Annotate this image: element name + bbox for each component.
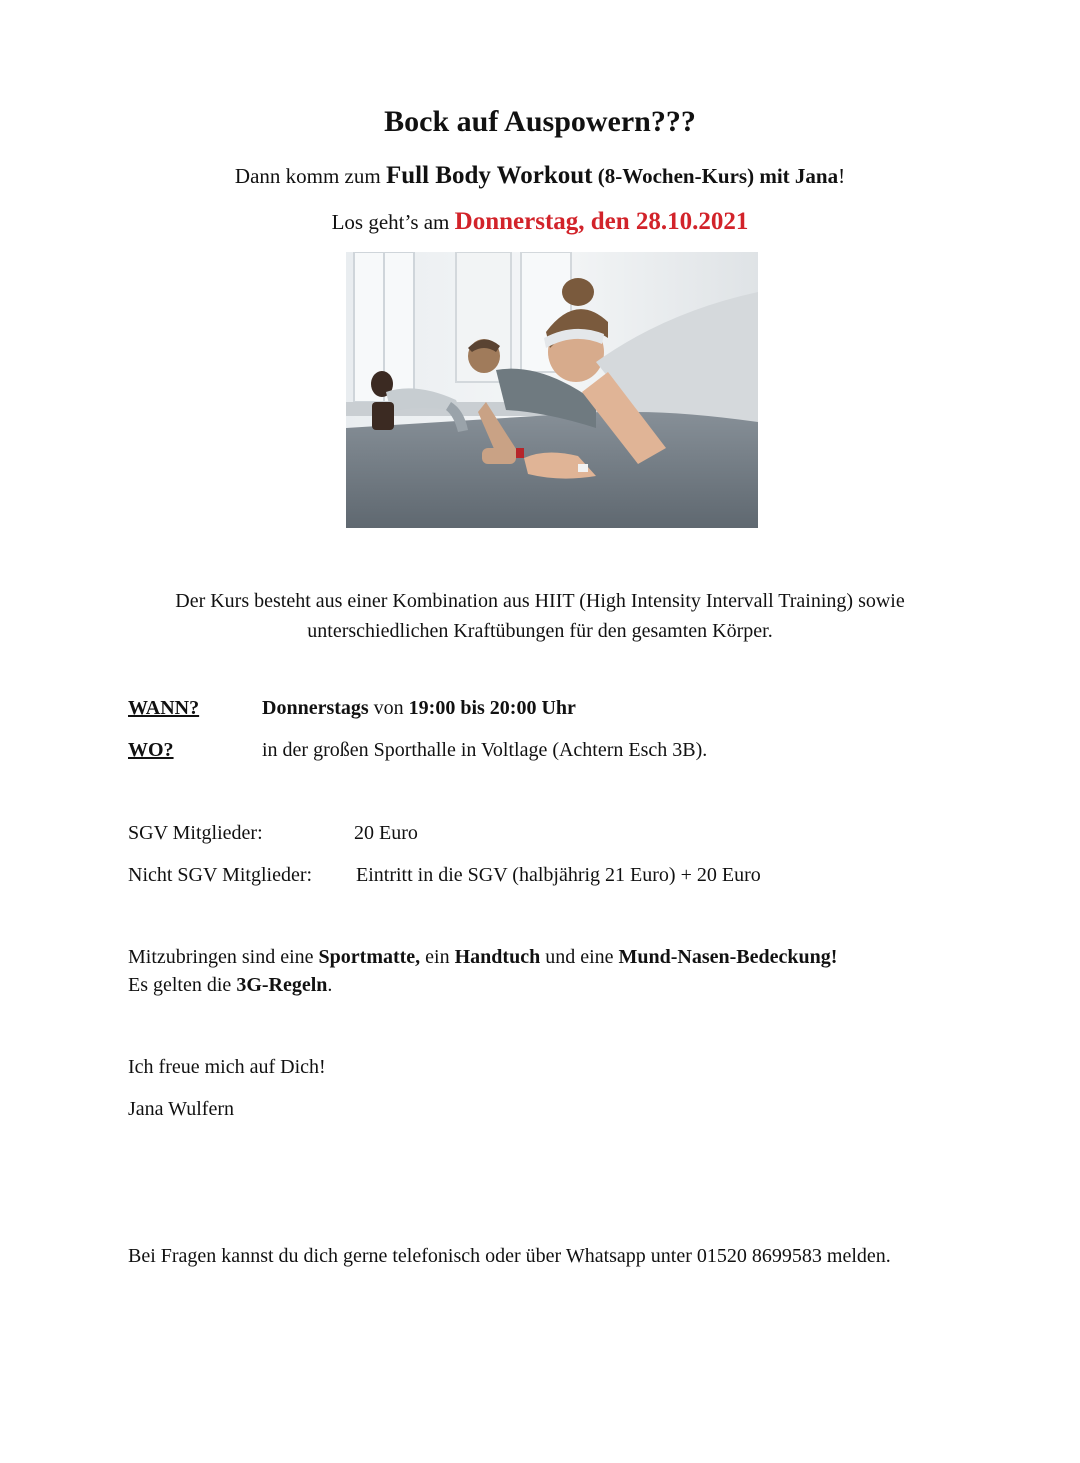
rules-pre: Es gelten die — [128, 974, 232, 996]
nonmembers-label: Nicht SGV Mitglieder: — [128, 864, 313, 886]
workout-photo-illustration — [346, 252, 758, 528]
when-time: 19:00 bis 20:00 Uhr — [408, 697, 576, 719]
when-label: WANN? — [128, 697, 200, 719]
rules-post: . — [327, 974, 333, 996]
intro-line — [0, 162, 1080, 190]
when-mid: von — [373, 697, 404, 719]
workout-photo — [346, 252, 758, 528]
start-line — [0, 208, 1080, 236]
description-line-1: Der Kurs besteht aus einer Kombination aus HIIT (High Intensity Intervall Training) sowie — [175, 590, 905, 612]
course-duration: (8-Wochen-Kurs) mit Jana — [597, 164, 839, 188]
closing-greeting: Ich freue mich auf Dich! — [128, 1056, 326, 1078]
page-title: Bock auf Auspowern??? — [384, 105, 696, 138]
where-label: WO? — [128, 739, 174, 761]
start-date: Donnerstag, den 28.10.2021 — [454, 208, 749, 235]
bring-item-mask: Mund-Nasen-Bedeckung! — [618, 946, 838, 968]
contact-line: Bei Fragen kannst du dich gerne telefonisch oder über Whatsapp unter 01520 8699583 melden. — [128, 1245, 891, 1267]
bring-item-towel: Handtuch — [454, 946, 541, 968]
signature-name: Jana Wulfern — [128, 1098, 235, 1120]
course-name: Full Body Workout — [385, 162, 593, 189]
nonmembers-price: Eintritt in die SGV (halbjährig 21 Euro) + 20 Euro — [356, 864, 761, 886]
when-day: Donnerstags — [262, 697, 369, 719]
course-description — [0, 586, 1080, 646]
description-line-2: unterschiedlichen Kraftübungen für den gesamten Körper. — [307, 620, 773, 642]
start-pre: Los geht’s am — [331, 210, 450, 234]
intro-pre: Dann komm zum — [234, 164, 381, 188]
bring-mid-1: ein — [425, 946, 450, 968]
rules-line — [128, 974, 332, 997]
bring-pre: Mitzubringen sind eine — [128, 946, 314, 968]
when-value — [262, 697, 576, 720]
bring-mid-2: und eine — [545, 946, 614, 968]
rules-3g: 3G-Regeln — [236, 974, 328, 996]
bring-line — [128, 946, 837, 969]
intro-post: ! — [838, 164, 846, 188]
bring-item-mat: Sportmatte, — [318, 946, 421, 968]
members-label: SGV Mitglieder: — [128, 822, 263, 844]
members-price: 20 Euro — [354, 822, 418, 844]
where-value: in der großen Sporthalle in Voltlage (Achtern Esch 3B). — [262, 739, 708, 761]
